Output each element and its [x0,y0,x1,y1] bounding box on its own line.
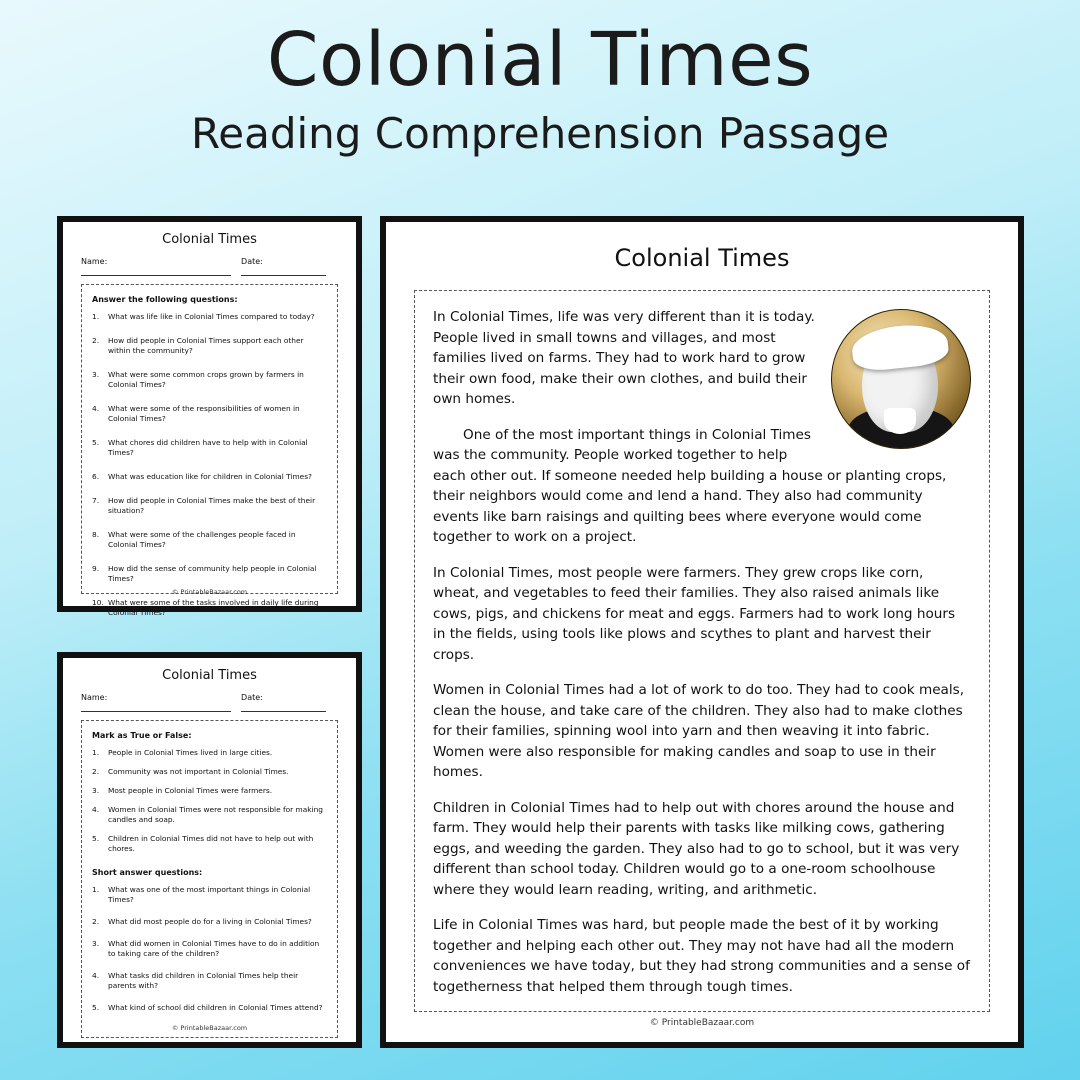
list-item [92,805,327,825]
questions-prompt: Answer the following questions: [92,295,238,304]
item-text: What did most people do for a living in Colonial Times? [108,917,312,926]
date-field[interactable] [241,693,338,712]
passage-paragraph: Life in Colonial Times was hard, but people made the best of it by working together and helping each other out. They may not have had all the modern conveniences we have today, but they had strong communities and a sense of togetherness that helped them through tough times. [433,917,970,995]
item-number: 1. [92,748,100,757]
page-subtitle: Reading Comprehension Passage [190,109,890,158]
item-number: 4. [92,404,100,413]
item-number: 7. [92,496,100,505]
list-item [92,767,327,777]
questions-list [92,312,327,618]
item-text: How did people in Colonial Times make the best of their situation? [108,496,316,515]
item-text: What did women in Colonial Times have to do in addition to taking care of the children? [108,939,320,958]
passage-paragraph: In Colonial Times, life was very different than it is today. People lived in small towns and villages, and most families lived on farms. They had to work hard to grow their own food, make their own clothes, and build their own homes. [433,309,815,407]
item-number: 3. [92,939,100,948]
page-title: Colonial Times [266,17,814,103]
name-field[interactable] [81,693,241,712]
item-number: 1. [92,312,100,321]
truefalse-list [92,748,327,854]
item-text: How did the sense of community help people in Colonial Times? [108,564,317,583]
item-number: 4. [92,971,100,980]
worksheet-truefalse-sheet [57,652,362,1048]
date-blank[interactable] [241,702,326,712]
questions-area [81,284,338,617]
list-item [92,748,327,758]
item-text: What chores did children have to help with in Colonial Times? [108,438,308,457]
name-blank[interactable] [81,702,231,712]
item-number: 2. [92,767,100,776]
worksheet-questions-title: Colonial Times [162,232,257,247]
passage-paragraph: In Colonial Times, most people were farmers. They grew crops like corn, wheat, and vegetables to feed their families. They also raised animals like cows, pigs, and chickens for meat and eggs. Farmers had to work long hours in the fields, using tools like plows and scythes to plant and harvest their crops. [433,564,956,663]
portrait-collar [884,408,916,434]
item-number: 5. [92,1003,100,1012]
item-number: 5. [92,834,100,843]
credit-line: © PrintableBazaar.com [171,588,248,596]
item-text: What tasks did children in Colonial Times help their parents with? [108,971,299,990]
item-text: What were some of the tasks involved in daily life during Colonial Times? [108,598,319,617]
short-answer-prompt: Short answer questions: [92,868,203,877]
item-number: 1. [92,885,100,894]
list-item [92,496,327,516]
item-text: Women in Colonial Times were not responsible for making candles and soap. [108,805,323,824]
item-number: 9. [92,564,100,573]
item-number: 10. [92,598,104,607]
item-text: Most people in Colonial Times were farmers. [108,786,273,795]
list-item [92,370,327,390]
name-field[interactable] [81,257,241,276]
item-number: 8. [92,530,100,539]
list-item [92,598,327,618]
list-item [92,472,327,482]
list-item [92,1003,327,1013]
list-item [92,917,327,927]
date-label: Date: [241,693,263,702]
date-label: Date: [241,257,263,266]
name-label: Name: [81,693,108,702]
passage-paragraph: Women in Colonial Times had a lot of work to do too. They had to cook meals, clean the house, and take care of the children. They also had to make clothes for their families, spinning wool into yarn and then weaving it into fabric. Women were also responsible for making candles and soap to use in their homes. [433,682,965,780]
poster-header [0,18,1080,160]
item-text: What was life like in Colonial Times compared to today? [108,312,315,321]
list-item [92,438,327,458]
item-number: 2. [92,917,100,926]
date-field[interactable] [241,257,338,276]
name-date-row [81,693,338,712]
colonial-portrait-image [831,309,971,449]
passage-paragraph: Children in Colonial Times had to help out with chores around the house and farm. They would help their parents with tasks like milking cows, gathering eggs, and weeding the garden. They also had to go to school, but it was very different than school today. Children would go to a one-room schoolhouse where they would learn reading, writing, and arithmetic. [433,799,960,898]
item-text: Community was not important in Colonial Times. [108,767,289,776]
name-label: Name: [81,257,108,266]
list-item [92,404,327,424]
list-item [92,885,327,905]
passage-paragraph: One of the most important things in Colonial Times was the community. People worked together to help each other out. If someone needed help building a house or planting crops, their neighbors would come and lend a hand. They also had community events like barn raisings and quilting bees where everyone would come together to work on a project. [433,426,947,545]
item-text: What were some of the responsibilities of women in Colonial Times? [108,404,300,423]
item-text: What were some of the challenges people faced in Colonial Times? [108,530,296,549]
item-number: 4. [92,805,100,814]
list-item [92,971,327,991]
item-text: What was education like for children in Colonial Times? [108,472,312,481]
date-blank[interactable] [241,266,326,276]
name-date-row [81,257,338,276]
item-number: 5. [92,438,100,447]
credit-line: © PrintableBazaar.com [171,1024,248,1032]
name-blank[interactable] [81,266,231,276]
item-text: How did people in Colonial Times support each other within the community? [108,336,304,355]
short-answer-list [92,885,327,1013]
list-item [92,530,327,550]
passage-sheet [380,216,1024,1048]
item-number: 3. [92,370,100,379]
item-text: What was one of the most important things in Colonial Times? [108,885,311,904]
passage-body [414,290,990,1012]
worksheet-questions-sheet [57,216,362,617]
worksheet-truefalse-title: Colonial Times [162,668,257,683]
item-text: Children in Colonial Times did not have to help out with chores. [108,834,314,853]
item-text: What kind of school did children in Colonial Times attend? [108,1003,323,1012]
truefalse-area [81,720,338,1038]
item-number: 3. [92,786,100,795]
passage-title: Colonial Times [614,244,790,272]
list-item [92,564,327,584]
credit-line: © PrintableBazaar.com [649,1018,755,1028]
list-item [92,939,327,959]
truefalse-prompt: Mark as True or False: [92,731,192,740]
list-item [92,834,327,854]
list-item [92,336,327,356]
item-number: 6. [92,472,100,481]
list-item [92,786,327,796]
item-text: People in Colonial Times lived in large cities. [108,748,273,757]
item-text: What were some common crops grown by farmers in Colonial Times? [108,370,304,389]
list-item [92,312,327,322]
item-number: 2. [92,336,100,345]
